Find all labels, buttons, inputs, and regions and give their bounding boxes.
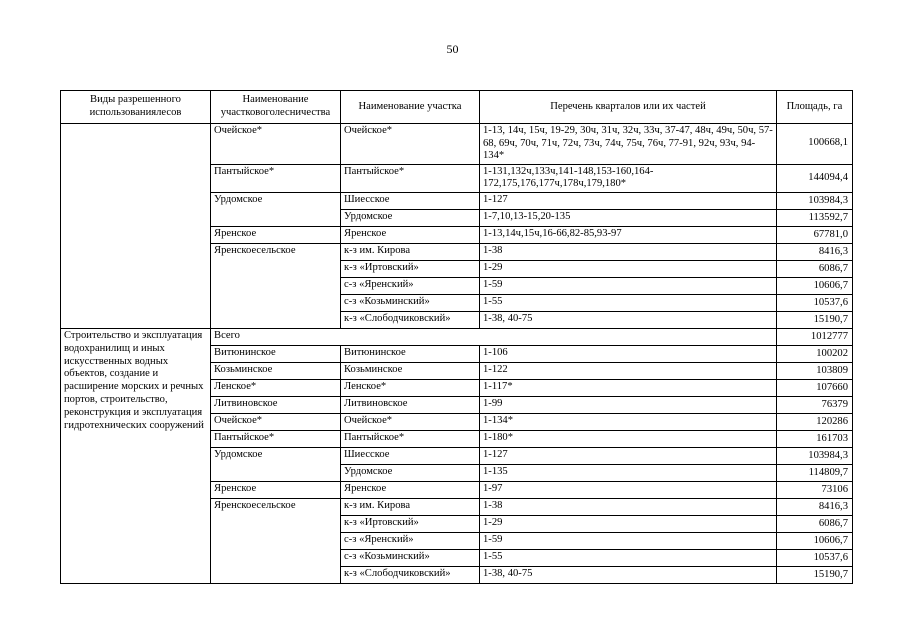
area-cell: 73106: [777, 481, 853, 498]
forestry-cell: Пантыйское*: [211, 164, 341, 192]
table-row: [61, 124, 853, 165]
site-cell: к-з им. Кирова: [341, 498, 480, 515]
area-cell: 10537,6: [777, 549, 853, 566]
quarters-cell: 1-13, 14ч, 15ч, 19-29, 30ч, 31ч, 32ч, 33ч, 37-47, 48ч, 49ч, 50ч, 57-68, 69ч, 70ч, 71ч, 72ч, 73ч, 74ч, 75ч, 76ч, 77-91, 92ч, 93ч, 94-134*: [480, 124, 777, 165]
quarters-cell: 1-97: [480, 481, 777, 498]
area-cell: 120286: [777, 413, 853, 430]
quarters-cell: 1-135: [480, 464, 777, 481]
quarters-cell: 1-117*: [480, 379, 777, 396]
area-cell: 114809,7: [777, 464, 853, 481]
quarters-cell: 1-106: [480, 345, 777, 362]
area-cell: 107660: [777, 379, 853, 396]
quarters-cell: 1-55: [480, 294, 777, 311]
site-cell: Урдомское: [341, 464, 480, 481]
quarters-cell: 1-29: [480, 515, 777, 532]
forestry-cell: Козьминское: [211, 362, 341, 379]
total-area: 1012777: [777, 328, 853, 345]
quarters-cell: 1-131,132ч,133ч,141-148,153-160,164-172,175,176,177ч,178ч,179,180*: [480, 164, 777, 192]
forestry-cell: Ленское*: [211, 379, 341, 396]
forestry-cell: Яренскоесельское: [211, 498, 341, 583]
quarters-cell: 1-59: [480, 277, 777, 294]
forestry-cell: Очейское*: [211, 124, 341, 165]
area-cell: 10606,7: [777, 532, 853, 549]
use-type-cell: Строительство и эксплуатация водохранилищ и иных искусственных водных объектов, создание и расширение морских и речных портов, строительство, реконструкция и эксплуатация гидротехнических сооружений: [61, 328, 211, 583]
area-cell: 10606,7: [777, 277, 853, 294]
area-cell: 103984,3: [777, 192, 853, 209]
area-cell: 8416,3: [777, 498, 853, 515]
site-cell: Пантыйское*: [341, 164, 480, 192]
forestry-cell: Яренское: [211, 481, 341, 498]
area-cell: 8416,3: [777, 243, 853, 260]
total-label: Всего: [211, 328, 777, 345]
site-cell: с-з «Козьминский»: [341, 294, 480, 311]
table-header-row: [61, 91, 853, 124]
quarters-cell: 1-55: [480, 549, 777, 566]
forestry-cell: Яренскоесельское: [211, 243, 341, 328]
quarters-cell: 1-38, 40-75: [480, 566, 777, 583]
area-cell: 67781,0: [777, 226, 853, 243]
forest-use-table: [60, 90, 853, 584]
site-cell: с-з «Яренский»: [341, 277, 480, 294]
page-number: 50: [446, 42, 459, 56]
header-forestry: Наименование участковоголесничества: [211, 91, 341, 124]
header-area: Площадь, га: [777, 91, 853, 124]
area-cell: 100668,1: [777, 124, 853, 165]
quarters-cell: 1-59: [480, 532, 777, 549]
site-cell: Очейское*: [341, 413, 480, 430]
quarters-cell: 1-127: [480, 192, 777, 209]
quarters-cell: 1-7,10,13-15,20-135: [480, 209, 777, 226]
site-cell: Яренское: [341, 481, 480, 498]
area-cell: 15190,7: [777, 566, 853, 583]
area-cell: 144094,4: [777, 164, 853, 192]
forestry-cell: Яренское: [211, 226, 341, 243]
forestry-cell: Литвиновское: [211, 396, 341, 413]
quarters-cell: 1-99: [480, 396, 777, 413]
area-cell: 161703: [777, 430, 853, 447]
site-cell: с-з «Яренский»: [341, 532, 480, 549]
quarters-cell: 1-122: [480, 362, 777, 379]
quarters-cell: 1-134*: [480, 413, 777, 430]
forestry-cell: Урдомское: [211, 192, 341, 226]
site-cell: Пантыйское*: [341, 430, 480, 447]
site-cell: Урдомское: [341, 209, 480, 226]
site-cell: Козьминское: [341, 362, 480, 379]
site-cell: Ленское*: [341, 379, 480, 396]
site-cell: к-з «Слободчиковский»: [341, 311, 480, 328]
header-site: Наименование участка: [341, 91, 480, 124]
site-cell: к-з им. Кирова: [341, 243, 480, 260]
site-cell: Шиесское: [341, 447, 480, 464]
site-cell: Очейское*: [341, 124, 480, 165]
area-cell: 15190,7: [777, 311, 853, 328]
forestry-cell: Очейское*: [211, 413, 341, 430]
area-cell: 6086,7: [777, 260, 853, 277]
quarters-cell: 1-38, 40-75: [480, 311, 777, 328]
site-cell: к-з «Иртовский»: [341, 515, 480, 532]
area-cell: 113592,7: [777, 209, 853, 226]
area-cell: 76379: [777, 396, 853, 413]
area-cell: 103984,3: [777, 447, 853, 464]
site-cell: Яренское: [341, 226, 480, 243]
quarters-cell: 1-180*: [480, 430, 777, 447]
table-row-total: [61, 328, 853, 345]
use-type-cell: [61, 124, 211, 329]
site-cell: Шиесское: [341, 192, 480, 209]
site-cell: Витюнинское: [341, 345, 480, 362]
site-cell: Литвиновское: [341, 396, 480, 413]
forestry-cell: Витюнинское: [211, 345, 341, 362]
site-cell: к-з «Иртовский»: [341, 260, 480, 277]
header-use-type: Виды разрешенного использованиялесов: [61, 91, 211, 124]
quarters-cell: 1-13,14ч,15ч,16-66,82-85,93-97: [480, 226, 777, 243]
area-cell: 103809: [777, 362, 853, 379]
area-cell: 100202: [777, 345, 853, 362]
header-quarters: Перечень кварталов или их частей: [480, 91, 777, 124]
quarters-cell: 1-38: [480, 498, 777, 515]
area-cell: 6086,7: [777, 515, 853, 532]
quarters-cell: 1-38: [480, 243, 777, 260]
area-cell: 10537,6: [777, 294, 853, 311]
site-cell: к-з «Слободчиковский»: [341, 566, 480, 583]
quarters-cell: 1-29: [480, 260, 777, 277]
site-cell: с-з «Козьминский»: [341, 549, 480, 566]
forestry-cell: Пантыйское*: [211, 430, 341, 447]
forestry-cell: Урдомское: [211, 447, 341, 481]
quarters-cell: 1-127: [480, 447, 777, 464]
